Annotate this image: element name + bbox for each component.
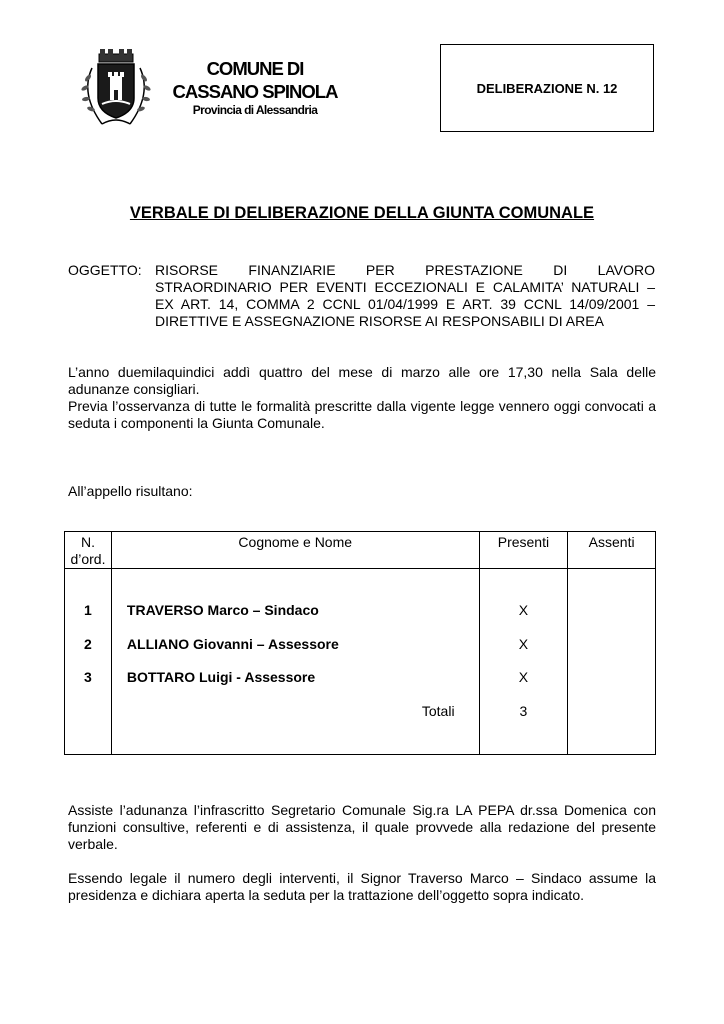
subject-label: OGGETTO:: [68, 262, 142, 278]
present-mark: X: [518, 602, 529, 618]
intro-paragraph-1: L’anno duemilaquindici addì quattro del mese di marzo alle ore 17,30 nella Sala delle adunanze consigliari.: [68, 364, 656, 397]
subject-line: STRAORDINARIO PER EVENTI ECCEZIONALI E CALAMITA’ NATURALI –: [155, 279, 655, 295]
header-absent: Assenti: [568, 532, 656, 569]
row-number: 3: [84, 669, 92, 685]
municipality-name-line1: COMUNE DI: [206, 58, 304, 79]
row-number: 1: [84, 602, 92, 618]
subject-line: EX ART. 14, COMMA 2 CCNL 01/04/1999 E ART. 39 CCNL 14/09/2001 –: [155, 296, 655, 312]
subject-line: DIRETTIVE E ASSEGNAZIONE RISORSE AI RESPONSABILI DI AREA: [155, 313, 604, 329]
deliberation-number: DELIBERAZIONE N. 12: [476, 80, 618, 96]
subject-text: [155, 262, 655, 330]
member-name: TRAVERSO Marco – Sindaco: [126, 602, 319, 618]
municipality-name-line2: CASSANO SPINOLA: [172, 81, 338, 102]
table-body-row: [65, 569, 656, 755]
member-name: BOTTARO Luigi - Assessore: [126, 669, 316, 685]
roll-call-intro: All’appello risultano:: [68, 483, 193, 499]
closing-paragraph-1: Assiste l’adunanza l’infrascritto Segretario Comunale Sig.ra LA PEPA dr.ssa Domenica con funzioni consultive, referenti e di assistenza, il quale provvede alla redazione del presente verbale.: [68, 802, 656, 852]
totals-present: 3: [519, 703, 528, 719]
intro-paragraph-2: Previa l’osservanza di tutte le formalità prescritte dalla vigente legge vennero oggi convocati a seduta i componenti la Giunta Comunale.: [68, 398, 656, 431]
member-name: ALLIANO Giovanni – Assessore: [126, 636, 339, 652]
deliberation-number-box: [440, 44, 654, 132]
closing-paragraph-2: Essendo legale il numero degli interventi, il Signor Traverso Marco – Sindaco assume la presidenza e dichiara aperta la seduta per la trattazione dell’oggetto sopra indicato.: [68, 870, 656, 903]
totals-label: Totali: [421, 703, 455, 719]
present-mark: X: [518, 636, 529, 652]
header-name: Cognome e Nome: [111, 532, 479, 569]
subject-line: RISORSE FINANZIARIE PER PRESTAZIONE DI LAVORO: [155, 262, 655, 278]
present-mark: X: [518, 669, 529, 685]
document-title: VERBALE DI DELIBERAZIONE DELLA GIUNTA COMUNALE: [129, 204, 595, 222]
province-name: Provincia di Alessandria: [192, 103, 318, 117]
municipal-crest-icon: [72, 46, 160, 132]
table-header-row: [65, 532, 656, 569]
row-number: 2: [84, 636, 92, 652]
attendance-table: [64, 531, 656, 755]
header-present: Presenti: [479, 532, 568, 569]
header-num: N. d’ord.: [65, 532, 112, 569]
